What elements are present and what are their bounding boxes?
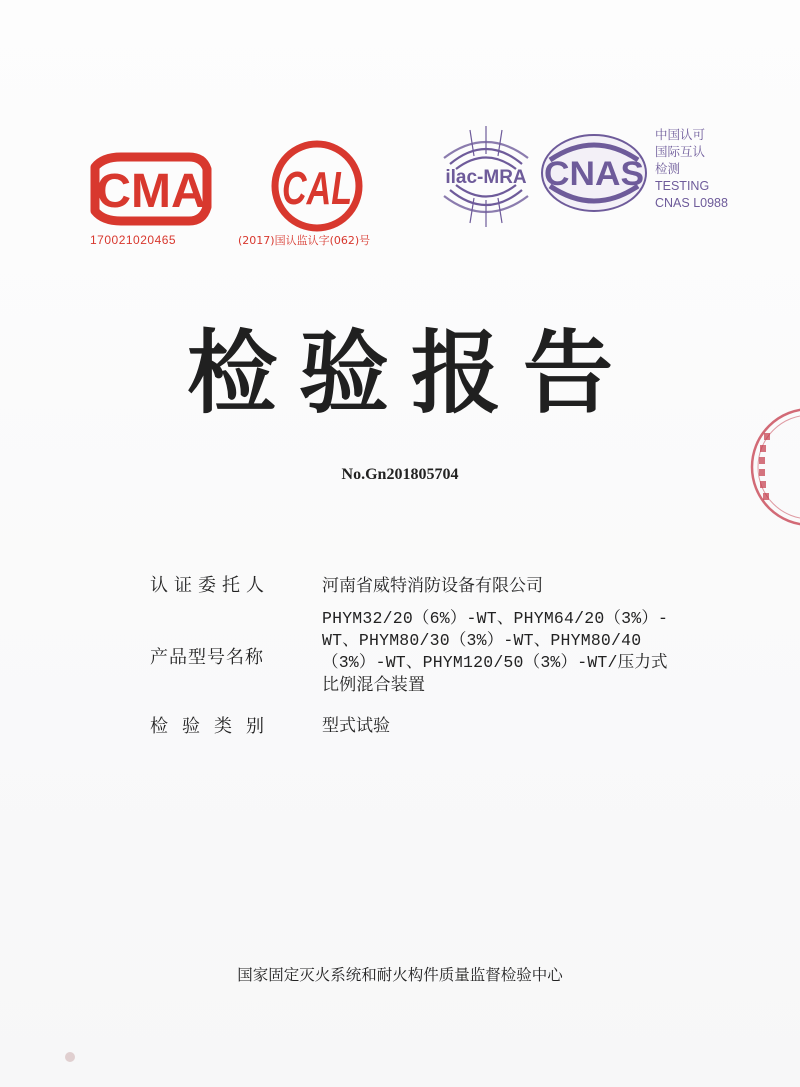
- model-line: WT、PHYM80/30（3%）-WT、PHYM80/40: [322, 631, 642, 650]
- cnas-mark: CNAS: [544, 155, 644, 193]
- title-char: 告: [523, 321, 613, 426]
- title-char: 验: [299, 321, 389, 426]
- title-char: 检: [187, 321, 277, 426]
- ilac-mra-logo: [430, 124, 542, 229]
- test-type-value: 型式试验: [322, 716, 390, 736]
- test-type-label: 检验类别: [150, 716, 278, 737]
- report-title: [0, 300, 800, 430]
- cal-logo: [262, 136, 372, 236]
- speck: [65, 1052, 75, 1062]
- cnas-line: 国际互认: [655, 145, 706, 159]
- issuing-organization: 国家固定灭火系统和耐火构件质量监督检验中心: [237, 966, 563, 984]
- cma-mark: CMA: [96, 165, 206, 218]
- client-label: 认证委托人: [150, 575, 270, 596]
- model-line: （3%）-WT、PHYM120/50（3%）-WT/压力式: [322, 653, 668, 672]
- model-label: 产品型号名称: [150, 647, 264, 668]
- model-value: [322, 608, 752, 696]
- cma-code: 170021020465: [90, 233, 177, 247]
- client-value: 河南省威特消防设备有限公司: [322, 576, 543, 596]
- seal-stamp: [730, 405, 800, 530]
- cma-logo: [85, 145, 215, 235]
- cnas-line: TESTING: [655, 179, 710, 193]
- cnas-accreditation-text: [655, 127, 728, 212]
- model-line: PHYM32/20（6%）-WT、PHYM64/20（3%）-: [322, 609, 669, 628]
- report-number: No.Gn201805704: [341, 466, 459, 483]
- title-char: 报: [411, 321, 501, 426]
- cnas-line: 检测: [655, 162, 681, 176]
- cnas-line: CNAS L0988: [655, 196, 728, 210]
- cnas-line: 中国认可: [655, 128, 706, 142]
- model-line: 比例混合装置: [322, 675, 426, 695]
- cal-mark: CAL: [282, 162, 352, 214]
- ilac-mark: ilac-MRA: [445, 167, 527, 188]
- cal-code: (2017)国认监认字(062)号: [238, 234, 371, 247]
- cnas-logo: [538, 132, 650, 214]
